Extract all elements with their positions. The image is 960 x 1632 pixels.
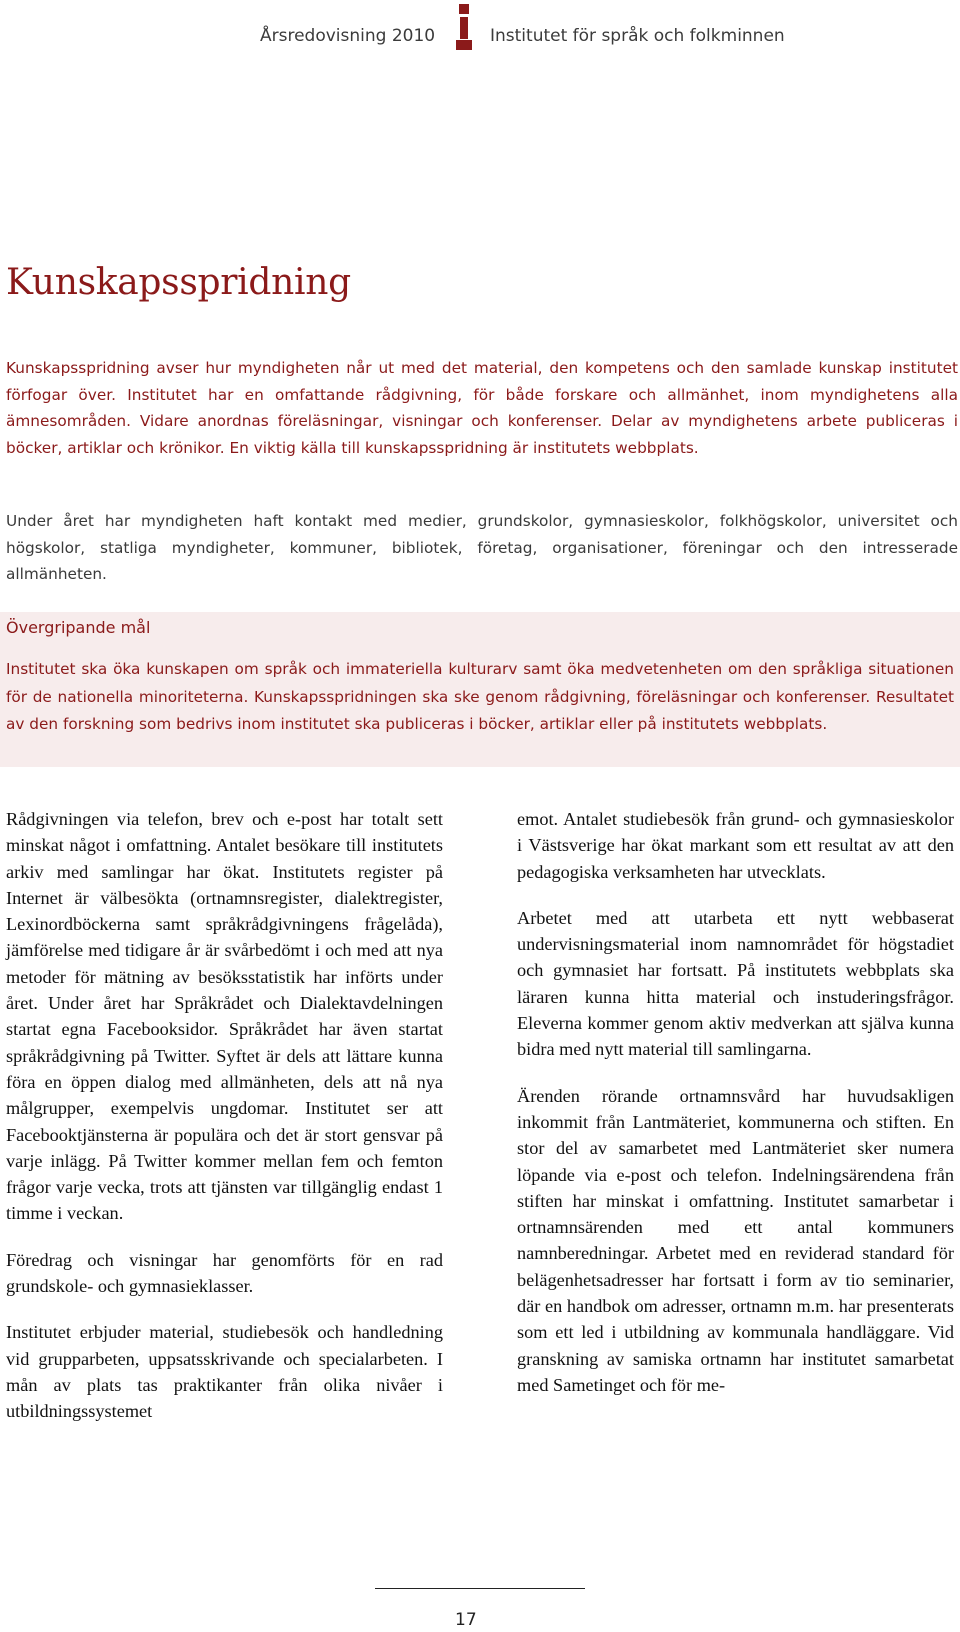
right-column <box>517 806 954 1418</box>
left-paragraph-1: Rådgivningen via telefon, brev och e-post har totalt sett minskat något i omfattning. Antalet besökare till institutets arkiv med samlingar har ökat. Institutets register på Internet är välbesökta (ortnamnsregister, dialektregister, Lexinordböckerna samt språkrådgivningens frågelåda), jämförelse med tidigare år är svårbedömt i och med att nya metoder för mätning av besöksstatistik har införts under året. Under året har Språkrådet och Dialektavdelningen startat egna Facebooksidor. Språkrådet har även startat språkrådgivning på Twitter. Syftet är dels att lättare kunna föra en öppen dialog med allmänheten, dels att nå nya målgrupper, exempelvis ungdomar. Institutet ser att Facebooktjänsterna är populära och det är stort gensvar på varje inlägg. På Twitter kommer mellan fem och femton frågor varje vecka, trots att tjänsten var tillgänglig endast 1 timme i veckan. <box>6 809 443 1224</box>
intro-paragraph-2: Under året har myndigheten haft kontakt med medier, grundskolor, gymnasieskolor, folkhögskolor, universitet och högskolor, statliga myndigheter, kommuner, bibliotek, företag, organisationer, föreningar och den intresserade allmänheten. <box>6 512 958 583</box>
institute-name: Institutet för språk och folkminnen <box>490 26 785 46</box>
report-year-title: Årsredovisning 2010 <box>260 26 436 46</box>
page-header <box>260 26 820 50</box>
right-paragraph-1: emot. Antalet studiebesök från grund- och gymnasieskolor i Västsverige har ökat markant som ett resultat av att den pedagogiska verksamheten har utvecklats. <box>517 809 954 882</box>
intro-paragraph-1: Kunskapsspridning avser hur myndigheten når ut med det material, den kompetens och den samlade kunskap institutet förfogar över. Institutet har en omfattande rådgivning, för både forskare och allmänhet, inom myndighetens alla ämnesområden. Vidare anordnas föreläsningar, visningar och konferenser. Delar av myndighetens arbete publiceras i böcker, artiklar och krönikor. En viktig källa till kunskapsspridning är institutets webbplats. <box>6 359 958 457</box>
left-column <box>6 806 443 1445</box>
footer-rule <box>375 1588 585 1589</box>
left-paragraph-2: Föredrag och visningar har genomförts för en rad grundskole- och gymnasieklasser. <box>6 1249 443 1297</box>
left-paragraph-3: Institutet erbjuder material, studiebesök och handledning vid grupparbeten, uppsatsskrivande och specialarbeten. I mån av plats tas praktikanter från olika nivåer i utbildningssystemet <box>6 1322 443 1422</box>
right-paragraph-3: Ärenden rörande ortnamnsvård har huvudsakligen inkommit från Lantmäteriet, kommunerna och stiften. En stor del av samarbetet med Lantmäteriet sker numera löpande via e-post och telefon. Indelningsärendena från stiften har minskat i omfattning. Institutet samarbetar i ortnamnsärenden med ett antal kommuners namnberedningar. Arbetet med en reviderad standard för belägenhetsadresser har fortsatt i form av tio seminarier, där en handbok om adresser, ortnamn m.m. har presenterats som ett led i utbildning av kommunala handläggare. Vid granskning av samiska ortnamn har institutet samarbetat med Sametinget och för me- <box>517 1085 954 1395</box>
page-number: 17 <box>455 1610 477 1630</box>
institute-logo-icon <box>456 4 472 52</box>
goal-text: Institutet ska öka kunskapen om språk och immateriella kulturarv samt öka medvetenheten om den språkliga situationen för de nationella minoriteterna. Kunskapsspridningen ska ske genom rådgivning, föreläsningar och konferenser. Resultatet av den forskning som bedrivs inom institutet ska publiceras i böcker, artiklar eller på institutets webbplats. <box>6 660 954 733</box>
right-paragraph-2: Arbetet med att utarbeta ett nytt webbaserat undervisningsmaterial inom namnområdet för högstadiet och gymnasiet har fortsatt. På institutets webbplats ska läraren kunna hitta material och instuderingsfrågor. Eleverna kommer genom aktiv medverkan att själva kunna bidra med nytt material till samlingarna. <box>517 907 954 1060</box>
page-title: Kunskapsspridning <box>6 262 351 303</box>
goal-heading: Övergripande mål <box>6 618 151 637</box>
goal-box <box>0 612 960 767</box>
